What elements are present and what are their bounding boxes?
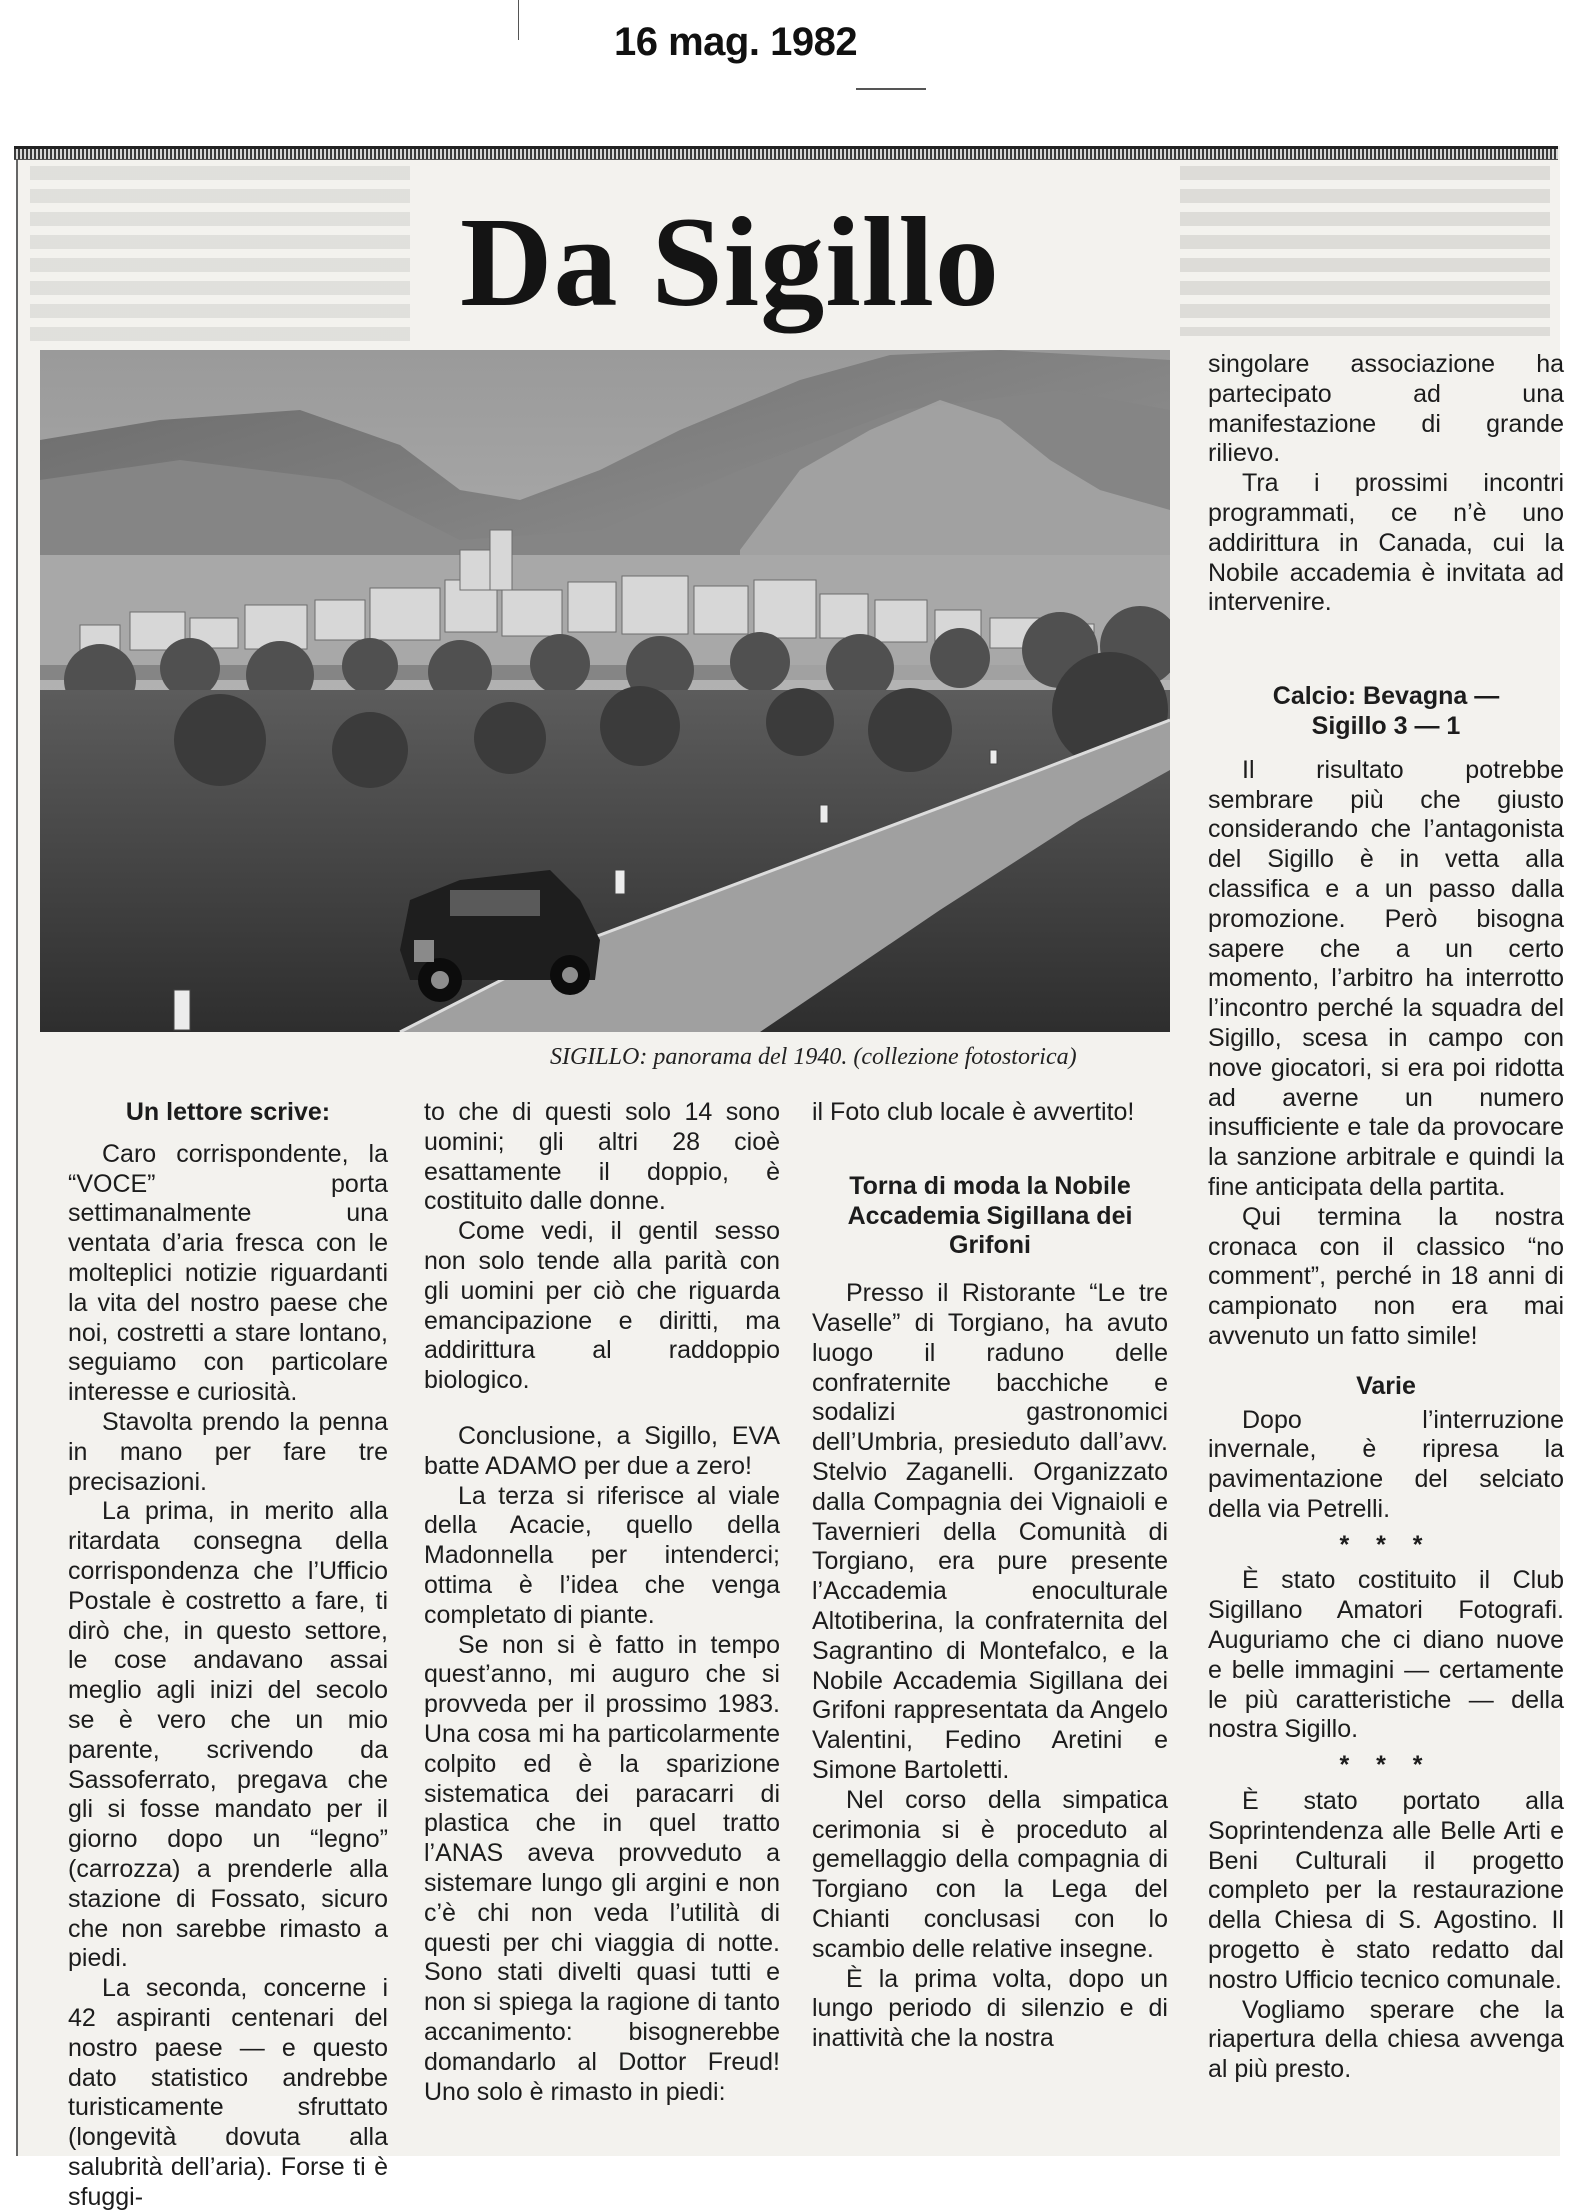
paragraph: Come vedi, il gentil sesso non solo tende alla parità con gli uomini per ciò che riguarda emancipazione e diritti, ma addirittura al raddoppio biologico. (424, 1217, 780, 1395)
paragraph-gap (1208, 618, 1564, 668)
paragraph: Se non si è fatto in tempo quest’anno, mi auguro che si provveda per il prossimo 1983. Una cosa mi ha particolarmente colpito ed è la sparizione sistematica dei paracarri di plastica che in quel tratto l’ANAS aveva provveduto a sistemare lungo gli argini e non c’è chi non veda l’utilità di questi per chi viaggia di notte. Sono stati divelti quasi tutti e non si spiega la ragione di tanto accanimento: bisognerebbe domandarlo al Dottor Freud! Uno solo è rimasto in piedi: (424, 1630, 780, 2106)
paragraph: il Foto club locale è avvertito! (812, 1098, 1135, 1126)
paragraph: Nel corso della simpatica cerimonia si è proceduto al gemellaggio della compagnia di Torgiano con la Lega del Chianti conclusasi con lo scambio delle relative insegne. (812, 1785, 1168, 1963)
article-column-2 (424, 1098, 780, 2107)
paragraph: Stavolta prendo la penna in mano per fare tre precisazioni. (68, 1407, 388, 1496)
paragraph-gap (424, 1396, 780, 1422)
article-column-1 (68, 1098, 388, 2212)
paragraph: La seconda, concerne i 42 aspiranti centenari del nostro paese — e questo dato statistico andrebbe turisticamente sfruttato (longevità dovuta alla salubrità dell’aria). Forse ti è sfuggi- (68, 1974, 388, 2211)
top-rule (14, 146, 1558, 160)
paragraph-gap (1208, 746, 1564, 756)
headline: Da Sigillo (460, 191, 1000, 333)
paragraph: to che di questi solo 14 sono uomini; gli altri 28 cioè esattamente il doppio, è costituito dalle donne. (424, 1098, 780, 1216)
article-column-3 (812, 1098, 1168, 2054)
calcio-heading: Calcio: Bevagna — Sigillo 3 — 1 (1272, 682, 1500, 740)
paragraph: Qui termina la nostra cronaca con il classico “no comment”, perché in 18 anni di campionato non era mai avvenuto un fatto simile! (1208, 1202, 1564, 1350)
show-through-right (1180, 166, 1550, 336)
section-divider: * * * (1339, 1530, 1433, 1559)
varie-heading: Varie (1356, 1371, 1416, 1400)
show-through-left (30, 166, 410, 346)
paragraph: È stato portato alla Soprintendenza alle Belle Arti e Beni Culturali il progetto completo per la restaurazione della Chiesa di S. Agostino. Il progetto è stato redatto dal nostro Ufficio tecnico comunale. (1208, 1787, 1564, 1994)
stamp-underline (856, 88, 926, 90)
paragraph: Il risultato potrebbe sembrare più che giusto considerando che l’antagonista del Sigillo è in vetta alla classifica e a un passo dalla promozione. Però bisogna sapere che a un certo momento, l’arbitro ha interrotto l’incontro perché la squadra del Sigillo, scesa in campo con nove giocatori, si era poi ridotta ad averne un numero insufficiente e tale da provocare la sanzione arbitrale e quindi la fine anticipata della partita. (1208, 755, 1564, 1201)
paragraph: Caro corrispondente, la “VOCE” porta settimanalmente una ventata d’aria fresca con le molteplici notizie riguardanti la vita del nostro paese che noi, costretti a stare lontano, seguiamo con particolare interesse e curiosità. (68, 1139, 388, 1407)
article-column-4 (1208, 350, 1564, 2085)
photo-caption: SIGILLO: panorama del 1940. (collezione fotostorica) (550, 1044, 1077, 1070)
paragraph: È la prima volta, dopo un lungo periodo di silenzio e di inattività che la nostra (812, 1964, 1168, 2053)
paragraph: singolare associazione ha partecipato ad una manifestazione di grande rilievo. (1208, 350, 1564, 468)
paragraph-gap (812, 1128, 1168, 1158)
paragraph: Dopo l’interruzione invernale, è ripresa la pavimentazione del selciato della via Petrelli. (1208, 1405, 1564, 1523)
paragraph: La terza si riferisce al viale della Acacie, quello della Madonnella per intenderci; ottima è l’idea che venga completato di piante. (424, 1481, 780, 1629)
paragraph: La prima, in merito alla ritardata consegna della corrispondenza che l’Ufficio Postale è costretto a fare, ti dirò che, in questo settore, le cose andavano assai meglio agli inizi del secolo se è vero che un mio parente, scrivendo da Sassoferrato, pregava che gli si fosse mandato per il giorno dopo un “legno” (carrozza) a prenderle alla stazione di Fossato, sicuro che non sarebbe rimasto a piedi. (68, 1497, 388, 1973)
paragraph: Tra i prossimi incontri programmati, ce n’è uno addirittura in Canada, cui la Nobile accademia è invitata ad intervenire. (1208, 469, 1564, 617)
panorama-image (40, 350, 1170, 1032)
paragraph: Conclusione, a Sigillo, EVA batte ADAMO per due a zero! (424, 1421, 780, 1480)
accademia-heading: Torna di moda la Nobile Accademia Sigillana dei Grifoni (847, 1171, 1133, 1260)
letter-heading: Un lettore scrive: (125, 1098, 331, 1126)
paragraph: È stato costituito il Club Sigillano Amatori Fotografi. Auguriamo che ci diano nuove e belle immagini — certamente le più caratteristiche — della nostra Sigillo. (1208, 1566, 1564, 1744)
paragraph: Presso il Ristorante “Le tre Vaselle” di Torgiano, ha avuto luogo il raduno delle confraternite bacchiche e sodalizi gastronomici dell’Umbria, presieduto dall’avv. Stelvio Zaganelli. Organizzato dalla Compagnia dei Vignaioli e Tavernieri della Comunità di Torgiano, era pure presente l’Accademia enoculturale Altotiberina, la confraternita del Sagrantino di Montefalco, e la Nobile Accademia Sigillana dei Grifoni rappresentata da Angelo Valentini, Fedino Aretini e Simone Bartoletti. (812, 1279, 1168, 1784)
panorama-photo (40, 350, 1170, 1032)
stamp-border-line (518, 0, 519, 40)
paragraph-gap (812, 1265, 1168, 1279)
date-stamp: 16 mag. 1982 (614, 20, 858, 64)
paragraph: Vogliamo sperare che la riapertura della chiesa avvenga al più presto. (1208, 1995, 1564, 2084)
section-divider: * * * (1339, 1751, 1433, 1780)
